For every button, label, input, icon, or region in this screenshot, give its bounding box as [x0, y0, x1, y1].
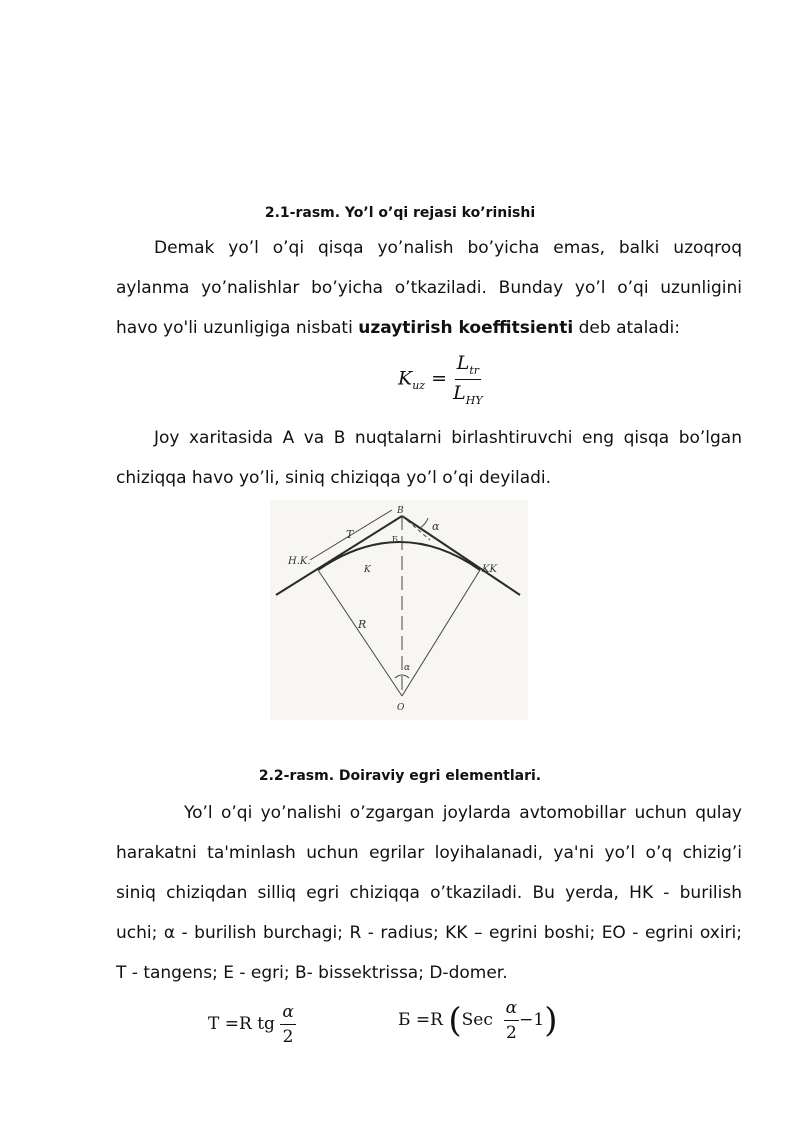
- paragraph-3: [116, 793, 742, 953]
- paragraph-3-line-1: Yo’l o’qi yo’nalishi o’zgargan joylarda avtomobillar uchun qulay: [184, 803, 742, 823]
- formula-bisector-fraction: [504, 998, 519, 1043]
- formula-tangent: [208, 1002, 296, 1047]
- paragraph-2-line-2: chiziqqa havo yo’li, siniq chiziqqa yo’l o’qi deyiladi.: [116, 468, 552, 488]
- label-kk: KK: [482, 564, 497, 575]
- label-vertex: В: [397, 506, 404, 516]
- paragraph-1-line-3-pre: havo yo'li uzunligiga nisbati: [116, 318, 359, 338]
- label-alpha-top: α: [432, 520, 440, 533]
- paragraph-1-line-1: Demak yo’l o’qi qisqa yo’nalish bo’yicha emas, balki uzoqroq: [154, 238, 742, 258]
- paragraph-3-line-4: uchi; α - burilish burchagi; R - radius; KK – egrini boshi; EO - egrini oxiri;: [116, 923, 742, 943]
- formula-kuz-num: L: [456, 352, 470, 374]
- label-center: О: [397, 703, 405, 713]
- formula-bisector-sec: Sec: [461, 1010, 493, 1030]
- label-r: R: [358, 618, 367, 631]
- label-hk: H.K.: [288, 556, 311, 567]
- formula-bisector-den: 2: [506, 1023, 517, 1043]
- formula-kuz-den: L: [453, 381, 466, 404]
- figure-caption-2-1: 2.1-rasm. Yo’l o’qi rejasi ko’rinishi: [264, 205, 536, 221]
- label-alpha-bottom: α: [404, 663, 411, 673]
- paragraph-1-line-2: aylanma yo’nalishlar bo’yicha o’tkaziladi. Bunday yo’l o’qi uzunligini: [116, 278, 742, 298]
- formula-kuz-lhs: K: [398, 367, 413, 390]
- paragraph-3-line-2: harakatni ta'minlash uchun egrilar loyihalanadi, ya'ni yo’l o’q chizig’i: [116, 843, 742, 863]
- formula-bisector-lhs: Б =R: [398, 1010, 443, 1030]
- formula-tangent-den: 2: [282, 1027, 294, 1047]
- formula-tangent-lhs: T =R tg: [208, 1014, 275, 1034]
- paragraph-1-line-3-post: deb ataladi:: [573, 318, 680, 338]
- formula-tangent-num: α: [282, 1002, 294, 1022]
- right-paren: ): [544, 1000, 558, 1041]
- formula-bisector-tail: −1: [519, 1010, 545, 1030]
- paragraph-1: [116, 228, 742, 308]
- paragraph-3-line-3: siniq chiziqdan silliq egri chiziqqa o’tkaziladi. Bu yerda, HK - burilish: [116, 883, 742, 903]
- formula-kuz: [398, 352, 483, 407]
- formula-tangent-fraction: [280, 1002, 295, 1047]
- formula-kuz-lhs-sub: uz: [412, 379, 426, 393]
- figure-background: [270, 500, 528, 720]
- left-paren: (: [448, 1000, 462, 1041]
- formula-kuz-num-sub: tr: [469, 363, 479, 377]
- paragraph-3-line-5: T - tangens; E - egri; B- bissektrissa; D-domer.: [116, 963, 508, 983]
- paragraph-1-line-3: [116, 308, 742, 348]
- formula-bisector: [398, 998, 557, 1043]
- label-t: T: [346, 528, 354, 541]
- curve-elements-figure: [270, 500, 528, 720]
- figure-caption-2-2: 2.2-rasm. Doiraviy egri elementlari.: [258, 768, 542, 784]
- label-b: Б: [392, 535, 398, 544]
- label-k: K: [364, 565, 371, 575]
- formula-kuz-den-sub: HY: [465, 393, 483, 407]
- paragraph-2-line-1: Joy xaritasida A va B nuqtalarni birlashtiruvchi eng qisqa bo’lgan: [154, 428, 742, 448]
- formula-bisector-num: α: [505, 998, 518, 1018]
- formula-kuz-fraction: [453, 352, 482, 407]
- term-bold: uzaytirish koeffitsienti: [358, 318, 574, 338]
- formula-kuz-eq: =: [431, 367, 448, 390]
